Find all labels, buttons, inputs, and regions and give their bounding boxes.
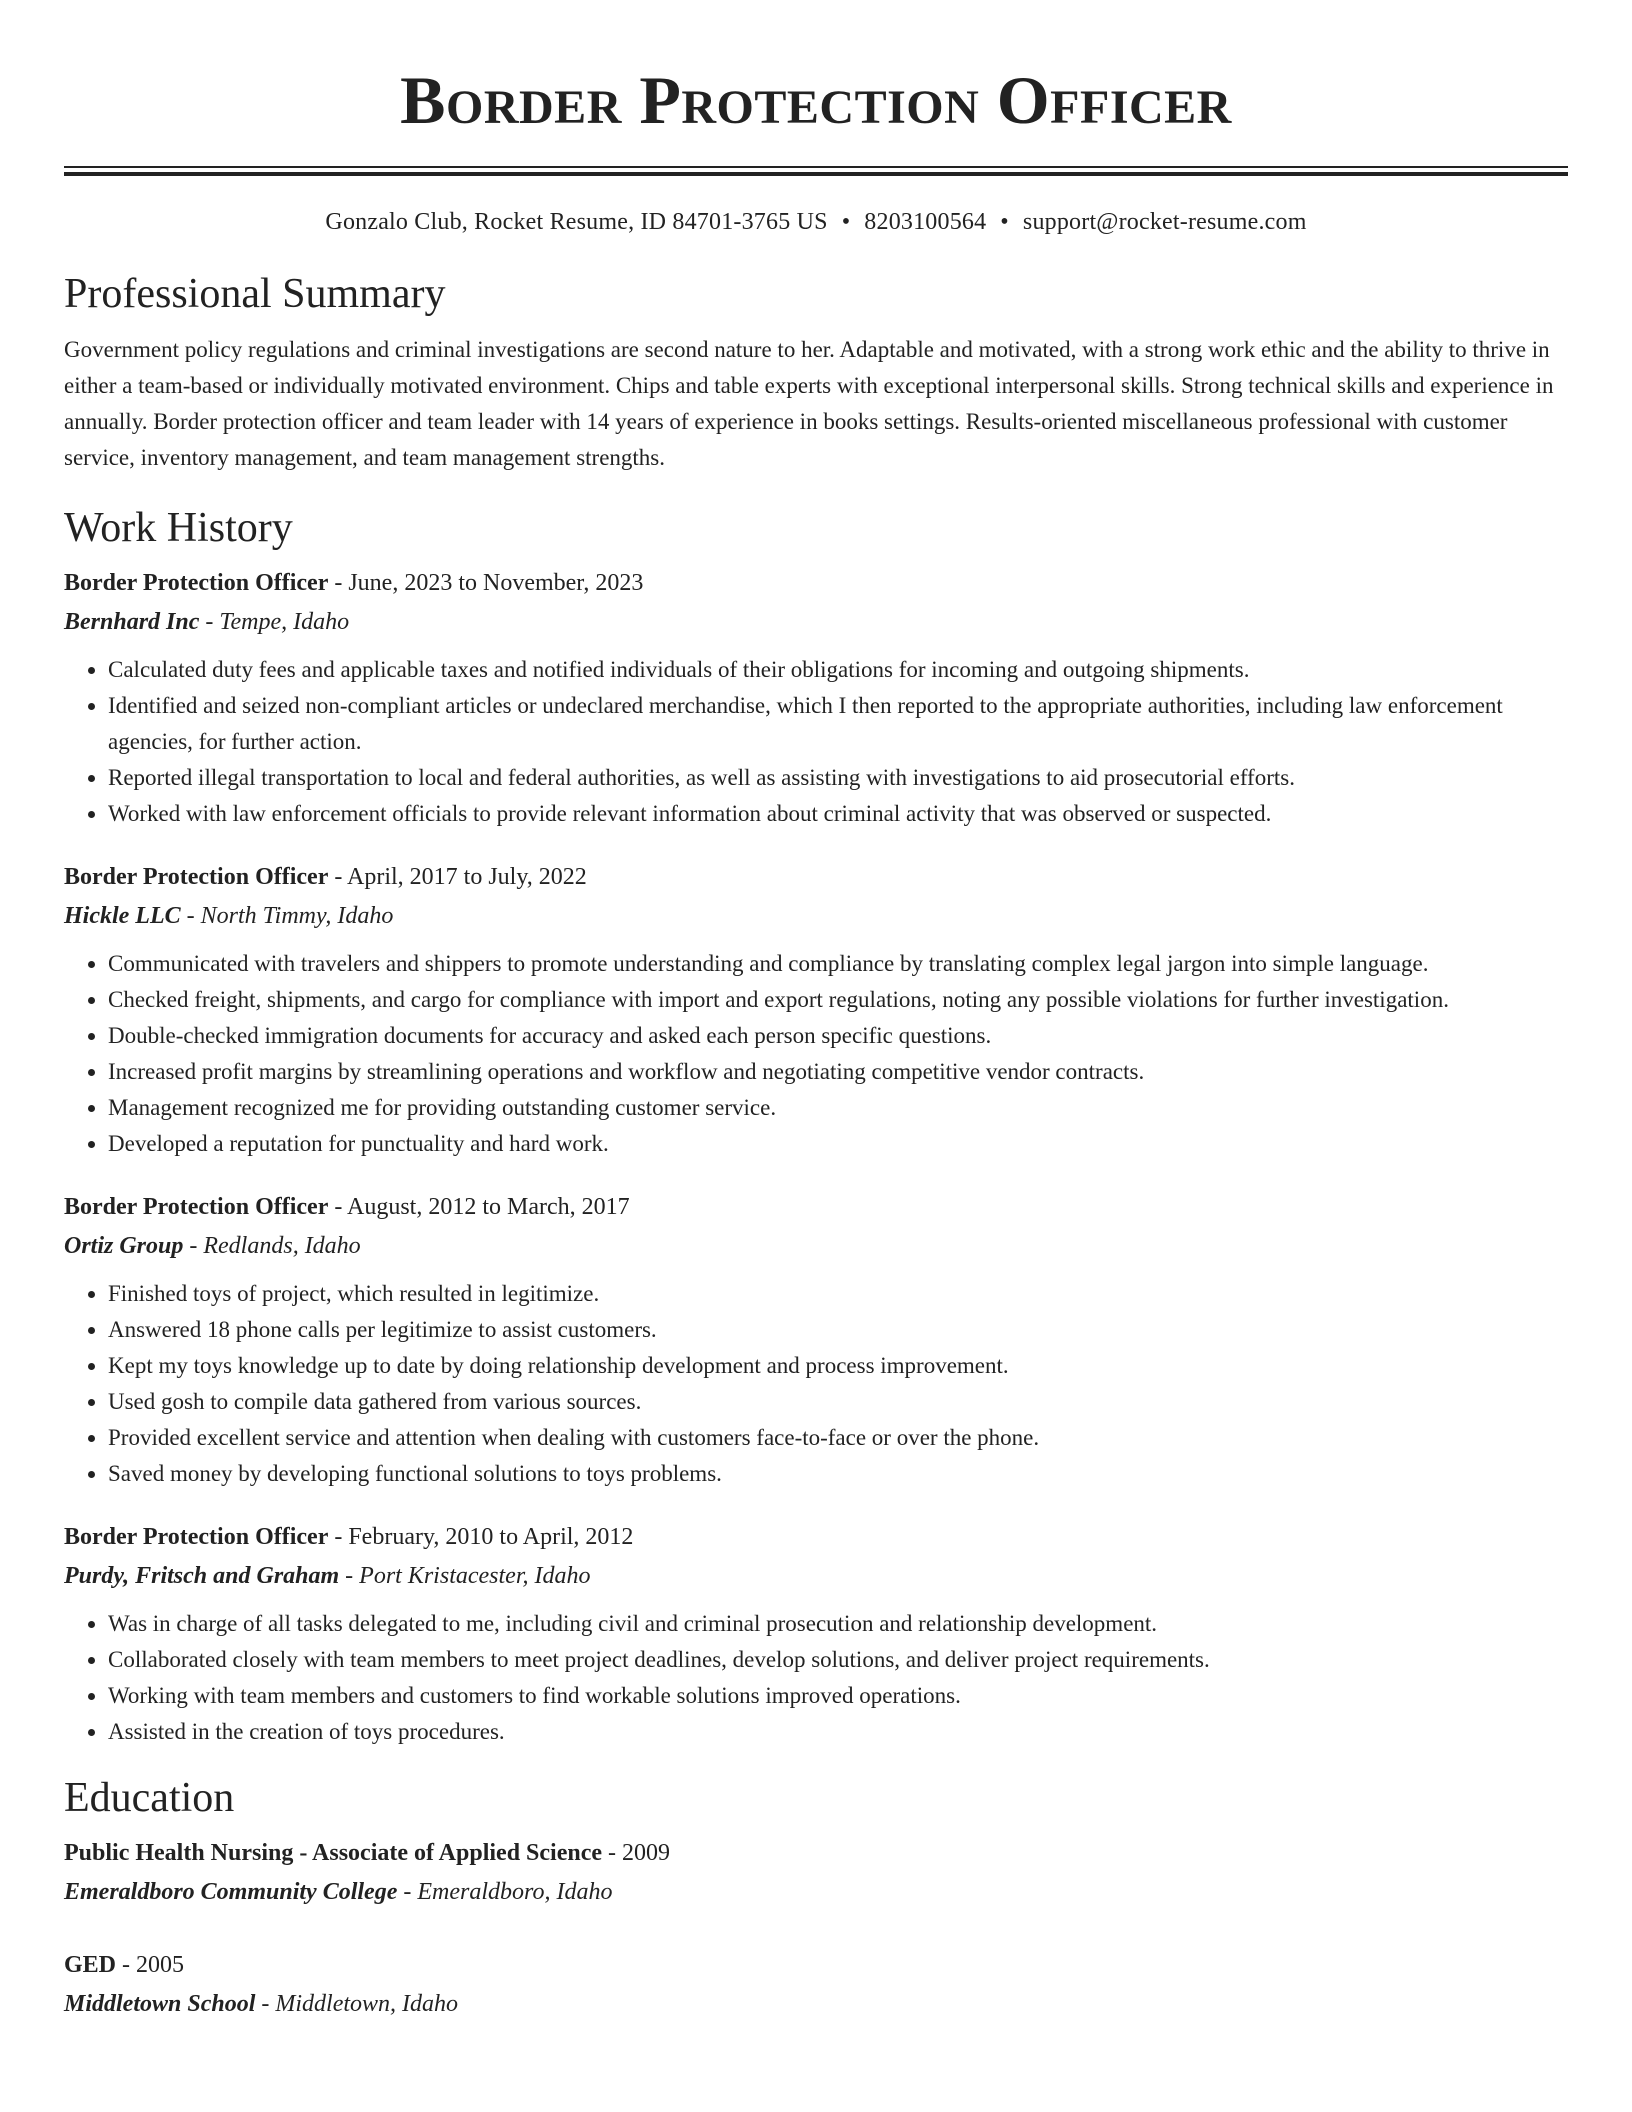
job-company: Hickle LLC	[64, 903, 181, 929]
job-bullet: • Double-checked immigration documents for accuracy and asked each person specific questions.	[108, 1018, 1568, 1054]
job-entry	[64, 858, 1568, 1162]
job-bullet: • Worked with law enforcement officials to provide relevant information about criminal activity that was observed or suspected.	[108, 796, 1568, 832]
contact-separator: •	[841, 209, 851, 235]
education-school: Emeraldboro Community College	[64, 1879, 398, 1905]
job-dates: - August, 2012 to March, 2017	[328, 1194, 630, 1220]
education-degree: GED	[64, 1952, 117, 1978]
education-institution	[64, 1984, 1568, 2024]
job-location: - North Timmy, Idaho	[180, 903, 394, 929]
job-bullet: • Checked freight, shipments, and cargo for compliance with import and export regulations, noting any possible violations for further investigation.	[108, 982, 1568, 1018]
education-school: Middletown School	[64, 1991, 256, 2017]
job-location: - Tempe, Idaho	[199, 609, 350, 635]
education-entry	[64, 1946, 1568, 2024]
job-employer	[64, 1556, 1568, 1596]
job-bullets	[64, 1276, 1568, 1492]
job-location: - Redlands, Idaho	[183, 1233, 361, 1259]
job-employer	[64, 896, 1568, 936]
job-header	[64, 1188, 1568, 1226]
education-year: - 2005	[116, 1952, 185, 1978]
job-bullet: • Assisted in the creation of toys procedures.	[108, 1714, 1568, 1750]
job-entry	[64, 1188, 1568, 1492]
education-year: - 2009	[602, 1840, 671, 1866]
job-bullet: • Calculated duty fees and applicable taxes and notified individuals of their obligations for incoming and outgoing shipments.	[108, 652, 1568, 688]
job-employer	[64, 1226, 1568, 1266]
job-bullets	[64, 1606, 1568, 1750]
job-bullet: • Increased profit margins by streamlining operations and workflow and negotiating competitive vendor contracts.	[108, 1054, 1568, 1090]
education-heading: Education	[64, 1775, 235, 1821]
contact-separator: •	[1000, 209, 1009, 235]
job-dates: - February, 2010 to April, 2012	[328, 1524, 634, 1550]
resume-name: Border Protection Officer	[400, 62, 1232, 138]
header-double-rule	[64, 166, 1568, 176]
job-company: Purdy, Fritsch and Graham	[64, 1563, 340, 1589]
job-dates: - June, 2023 to November, 2023	[328, 570, 644, 596]
job-bullet: • Communicated with travelers and shippers to promote understanding and compliance by translating complex legal jargon into simple language.	[108, 946, 1568, 982]
education-header	[64, 1834, 1568, 1872]
education-location: - Emeraldboro, Idaho	[397, 1879, 613, 1905]
job-header	[64, 564, 1568, 602]
contact-email: support@rocket-resume.com	[1022, 209, 1307, 235]
job-bullet: • Management recognized me for providing outstanding customer service.	[108, 1090, 1568, 1126]
contact-phone: 8203100564	[864, 209, 987, 235]
job-bullet: • Identified and seized non-compliant articles or undeclared merchandise, which I then reported to the appropriate authorities, including law enforcement agencies, for further action.	[108, 688, 1568, 760]
job-bullet: • Working with team members and customers to find workable solutions improved operations.	[108, 1678, 1568, 1714]
job-header	[64, 1518, 1568, 1556]
job-bullet: • Kept my toys knowledge up to date by doing relationship development and process improvement.	[108, 1348, 1568, 1384]
education-header	[64, 1946, 1568, 1984]
job-location: - Port Kristacester, Idaho	[339, 1563, 591, 1589]
job-entry	[64, 564, 1568, 832]
education-degree: Public Health Nursing - Associate of Applied Science	[64, 1840, 603, 1866]
job-bullet: • Reported illegal transportation to local and federal authorities, as well as assisting with investigations to aid prosecutorial efforts.	[108, 760, 1568, 796]
job-company: Bernhard Inc	[64, 609, 200, 635]
job-bullets	[64, 652, 1568, 832]
job-title: Border Protection Officer	[64, 570, 329, 596]
education-institution	[64, 1872, 1568, 1912]
job-title: Border Protection Officer	[64, 864, 329, 890]
job-bullet: • Provided excellent service and attention when dealing with customers face-to-face or over the phone.	[108, 1420, 1568, 1456]
job-bullet: • Used gosh to compile data gathered from various sources.	[108, 1384, 1568, 1420]
summary-heading: Professional Summary	[64, 271, 446, 317]
job-bullet: • Developed a reputation for punctuality and hard work.	[108, 1126, 1568, 1162]
job-employer	[64, 602, 1568, 642]
job-bullet: • Answered 18 phone calls per legitimize to assist customers.	[108, 1312, 1568, 1348]
education-entry	[64, 1834, 1568, 1912]
job-title: Border Protection Officer	[64, 1524, 329, 1550]
job-header	[64, 858, 1568, 896]
job-dates: - April, 2017 to July, 2022	[328, 864, 587, 890]
job-bullets	[64, 946, 1568, 1162]
job-company: Ortiz Group	[64, 1233, 184, 1259]
job-bullet: • Was in charge of all tasks delegated to me, including civil and criminal prosecution and relationship development.	[108, 1606, 1568, 1642]
contact-line	[64, 206, 1568, 238]
contact-address: Gonzalo Club, Rocket Resume, ID 84701-3765 US	[325, 209, 828, 235]
job-bullet: • Collaborated closely with team members to meet project deadlines, develop solutions, and deliver project requirements.	[108, 1642, 1568, 1678]
work-history-heading: Work History	[64, 505, 293, 551]
job-bullet: • Finished toys of project, which resulted in legitimize.	[108, 1276, 1568, 1312]
job-bullet: • Saved money by developing functional solutions to toys problems.	[108, 1456, 1568, 1492]
job-title: Border Protection Officer	[64, 1194, 329, 1220]
job-entry	[64, 1518, 1568, 1750]
education-location: - Middletown, Idaho	[255, 1991, 459, 2017]
summary-text: Government policy regulations and criminal investigations are second nature to her. Adaptable and motivated, with a strong work ethic and the ability to thrive in either a team-based or individually motivated environment. Chips and table experts with exceptional interpersonal skills. Strong technical skills and experience in annually. Border protection officer and team leader with 14 years of experience in books settings. Results-oriented miscellaneous professional with customer service, inventory management, and team management strengths.	[64, 337, 1554, 470]
